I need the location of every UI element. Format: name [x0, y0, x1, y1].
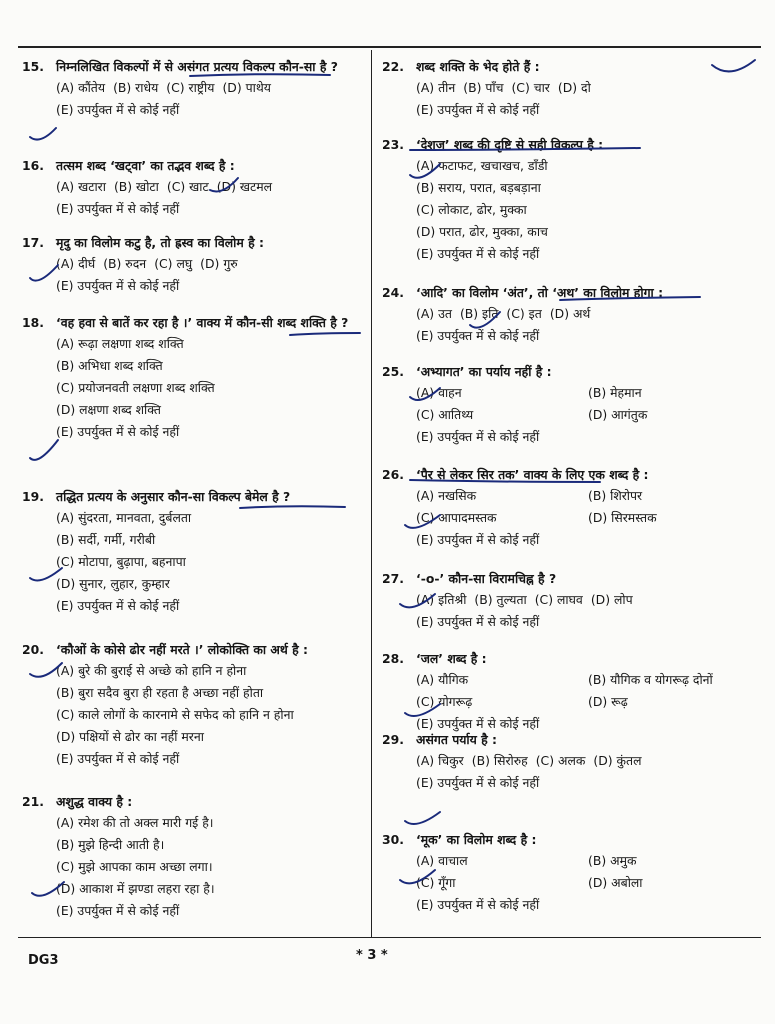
question-number: 16.	[22, 158, 44, 173]
inline-options	[416, 750, 760, 772]
option-grid	[416, 669, 760, 713]
question-text: असंगत पर्याय है :	[416, 732, 497, 747]
option[interactable]: (B) सिरोरुह	[471, 753, 528, 768]
option[interactable]: (B) राधेय	[113, 80, 159, 95]
option[interactable]: (D) अर्थ	[549, 306, 591, 321]
option[interactable]: (E) उपर्युक्त में से कोई नहीं	[56, 424, 180, 439]
option[interactable]: (E) उपर्युक्त में से कोई नहीं	[416, 716, 540, 731]
option[interactable]: (C) राष्ट्रीय	[166, 80, 215, 95]
option[interactable]: (D) रूढ़	[588, 694, 628, 709]
option[interactable]: (A) तीन	[416, 80, 456, 95]
option[interactable]: (D) लोप	[590, 592, 633, 607]
option[interactable]: (D) अबोला	[588, 875, 643, 890]
option[interactable]: (C) आतिथ्य	[416, 407, 474, 422]
question-23	[382, 134, 760, 265]
option[interactable]: (D) परात, ढोर, मुक्का, काच	[416, 224, 548, 239]
option[interactable]: (A) कौंतेय	[56, 80, 106, 95]
option[interactable]: (B) पाँच	[463, 80, 504, 95]
option[interactable]: (C) अलक	[535, 753, 586, 768]
question-25	[382, 361, 760, 448]
option[interactable]: (A) इतिश्री	[416, 592, 467, 607]
option[interactable]: (E) उपर्युक्त में से कोई नहीं	[56, 903, 180, 918]
option[interactable]: (C) चार	[511, 80, 550, 95]
question-number: 30.	[382, 832, 404, 847]
option[interactable]: (D) सिरमस्तक	[588, 510, 657, 525]
question-number: 15.	[22, 59, 44, 74]
option-grid	[416, 382, 760, 426]
column-divider	[371, 50, 372, 937]
option[interactable]: (A) यौगिक	[416, 672, 469, 687]
option[interactable]: (D) आगंतुक	[588, 407, 648, 422]
option[interactable]: (C) इत	[506, 306, 542, 321]
option[interactable]: (D) खटमल	[216, 179, 273, 194]
question-text: ‘मूक’ का विलोम शब्द है :	[416, 832, 537, 847]
option[interactable]: (E) उपर्युक्त में से कोई नहीं	[56, 102, 180, 117]
question-number: 18.	[22, 315, 44, 330]
question-15	[22, 56, 365, 121]
option[interactable]: (D) पाथेय	[222, 80, 271, 95]
option[interactable]: (D) दो	[557, 80, 591, 95]
option[interactable]: (B) मेहमान	[588, 385, 642, 400]
question-27	[382, 568, 760, 633]
question-text: ‘आदि’ का विलोम ‘अंत’, तो ‘अथ’ का विलोम होगा :	[416, 285, 664, 300]
option[interactable]: (A) रमेश की तो अक्ल मारी गई है।	[56, 815, 214, 830]
question-26	[382, 464, 760, 551]
question-number: 28.	[382, 651, 404, 666]
question-number: 17.	[22, 235, 44, 250]
question-text: ‘वह हवा से बातें कर रहा है ।’ वाक्य में कौन-सी शब्द शक्ति है ?	[56, 315, 349, 330]
option[interactable]: (B) शिरोपर	[588, 488, 643, 503]
option[interactable]: (C) लाघव	[534, 592, 583, 607]
option[interactable]: (B) सराय, परात, बड़बड़ाना	[416, 180, 541, 195]
option[interactable]: (D) गुरु	[200, 256, 238, 271]
option[interactable]: (A) उत	[416, 306, 452, 321]
option[interactable]: (B) बुरा सदैव बुरा ही रहता है अच्छा नहीं होता	[56, 685, 264, 700]
inline-options	[416, 303, 760, 325]
question-text: ‘-o-’ कौन-सा विरामचिह्न है ?	[416, 571, 557, 586]
option[interactable]: (E) उपर्युक्त में से कोई नहीं	[56, 751, 180, 766]
option[interactable]: (E) उपर्युक्त में से कोई नहीं	[56, 201, 180, 216]
inline-options	[416, 589, 760, 611]
option[interactable]: (A) बुरे की बुराई से अच्छे को हानि न होना	[56, 663, 247, 678]
option[interactable]: (A) रूढ़ा लक्षणा शब्द शक्ति	[56, 336, 184, 351]
question-number: 23.	[382, 137, 404, 152]
question-text: तद्धित प्रत्यय के अनुसार कौन-सा विकल्प बेमेल है ?	[56, 489, 291, 504]
option[interactable]: (E) उपर्युक्त में से कोई नहीं	[416, 246, 540, 261]
option[interactable]: (A) फटाफट, खचाखच, डाँडी	[416, 158, 548, 173]
option-grid	[416, 485, 760, 529]
option[interactable]: (E) उपर्युक्त में से कोई नहीं	[416, 429, 540, 444]
inline-options	[56, 176, 365, 198]
option[interactable]: (C) प्रयोजनवती लक्षणा शब्द शक्ति	[56, 380, 215, 395]
option[interactable]: (B) तुल्यता	[474, 592, 527, 607]
option[interactable]: (A) सुंदरता, मानवता, दुर्बलता	[56, 510, 192, 525]
question-24	[382, 282, 760, 347]
option[interactable]: (B) मुझे हिन्दी आती है।	[56, 837, 165, 852]
question-text: ‘कौओं के कोसे ढोर नहीं मरते ।’ लोकोक्ति का अर्थ है :	[56, 642, 308, 657]
option[interactable]: (E) उपर्युक्त में से कोई नहीं	[416, 532, 540, 547]
question-number: 26.	[382, 467, 404, 482]
option[interactable]: (C) गूँगा	[416, 875, 456, 890]
option[interactable]: (A) दीर्घ	[56, 256, 96, 271]
option[interactable]: (A) वाचाल	[416, 853, 468, 868]
option[interactable]: (B) अमुक	[588, 853, 637, 868]
option[interactable]: (B) यौगिक व योगरूढ़ दोनों	[588, 672, 713, 687]
question-text: मृदु का विलोम कटु है, तो ह्रस्व का विलोम है :	[56, 235, 264, 250]
question-22	[382, 56, 760, 121]
question-29	[382, 729, 760, 794]
top-rule	[18, 46, 761, 48]
option[interactable]: (C) खाट	[166, 179, 209, 194]
option[interactable]: (C) काले लोगों के कारनामे से सफेद को हानि न होना	[56, 707, 294, 722]
question-text: ‘देशज’ शब्द की दृष्टि से सही विकल्प है :	[416, 137, 604, 152]
question-16	[22, 155, 365, 220]
option[interactable]: (A) वाहन	[416, 385, 462, 400]
option[interactable]: (C) मुझे आपका काम अच्छा लगा।	[56, 859, 213, 874]
option[interactable]: (A) खटारा	[56, 179, 106, 194]
question-18	[22, 312, 365, 443]
question-number: 24.	[382, 285, 404, 300]
option[interactable]: (E) उपर्युक्त में से कोई नहीं	[416, 897, 540, 912]
option-grid	[416, 850, 760, 894]
option[interactable]: (B) सर्दी, गर्मी, गरीबी	[56, 532, 156, 547]
question-text: ‘जल’ शब्द है :	[416, 651, 487, 666]
inline-options	[56, 77, 365, 99]
option[interactable]: (B) रुदन	[103, 256, 147, 271]
paper-code: DG3	[28, 953, 59, 968]
option[interactable]: (E) उपर्युक्त में से कोई नहीं	[416, 102, 540, 117]
option[interactable]: (C) लोकाट, ढोर, मुक्का	[416, 202, 527, 217]
option[interactable]: (A) नखसिक	[416, 488, 477, 503]
question-19	[22, 486, 365, 617]
question-20	[22, 639, 365, 770]
inline-options	[416, 77, 760, 99]
option[interactable]: (C) लघु	[154, 256, 193, 271]
question-28	[382, 648, 760, 735]
question-text: शब्द शक्ति के भेद होते हैं :	[416, 59, 540, 74]
bottom-rule	[18, 937, 761, 938]
inline-options	[56, 253, 365, 275]
question-text: अशुद्ध वाक्य है :	[56, 794, 133, 809]
question-number: 20.	[22, 642, 44, 657]
question-number: 22.	[382, 59, 404, 74]
option[interactable]: (C) मोटापा, बुढ़ापा, बहनापा	[56, 554, 186, 569]
question-30	[382, 829, 760, 916]
option[interactable]: (E) उपर्युक्त में से कोई नहीं	[416, 614, 540, 629]
question-number: 25.	[382, 364, 404, 379]
option[interactable]: (E) उपर्युक्त में से कोई नहीं	[416, 328, 540, 343]
option[interactable]: (C) आपादमस्तक	[416, 510, 497, 525]
option[interactable]: (E) उपर्युक्त में से कोई नहीं	[56, 278, 180, 293]
question-number: 29.	[382, 732, 404, 747]
question-number: 27.	[382, 571, 404, 586]
option[interactable]: (B) अभिधा शब्द शक्ति	[56, 358, 163, 373]
option[interactable]: (D) आकाश में झण्डा लहरा रहा है।	[56, 881, 215, 896]
question-text: तत्सम शब्द ‘खट्वा’ का तद्भव शब्द है :	[56, 158, 235, 173]
question-text: निम्नलिखित विकल्पों में से असंगत प्रत्यय विकल्प कौन-सा है ?	[56, 59, 338, 74]
option[interactable]: (C) योगरूढ़	[416, 694, 473, 709]
question-21	[22, 791, 365, 922]
question-number: 19.	[22, 489, 44, 504]
question-text: ‘अभ्यागत’ का पर्याय नहीं है :	[416, 364, 552, 379]
question-17	[22, 232, 365, 297]
option[interactable]: (B) इति	[459, 306, 499, 321]
question-text: ‘पैर से लेकर सिर तक’ वाक्य के लिए एक शब्द है :	[416, 467, 649, 482]
option[interactable]: (D) कुंतल	[593, 753, 642, 768]
option[interactable]: (D) लक्षणा शब्द शक्ति	[56, 402, 161, 417]
option[interactable]: (D) सुनार, लुहार, कुम्हार	[56, 576, 170, 591]
option[interactable]: (E) उपर्युक्त में से कोई नहीं	[56, 598, 180, 613]
option[interactable]: (B) खोटा	[113, 179, 159, 194]
option[interactable]: (A) चिकुर	[416, 753, 464, 768]
page-number: * 3 *	[356, 948, 388, 963]
option[interactable]: (D) पक्षियों से ढोर का नहीं मरना	[56, 729, 204, 744]
question-number: 21.	[22, 794, 44, 809]
option[interactable]: (E) उपर्युक्त में से कोई नहीं	[416, 775, 540, 790]
